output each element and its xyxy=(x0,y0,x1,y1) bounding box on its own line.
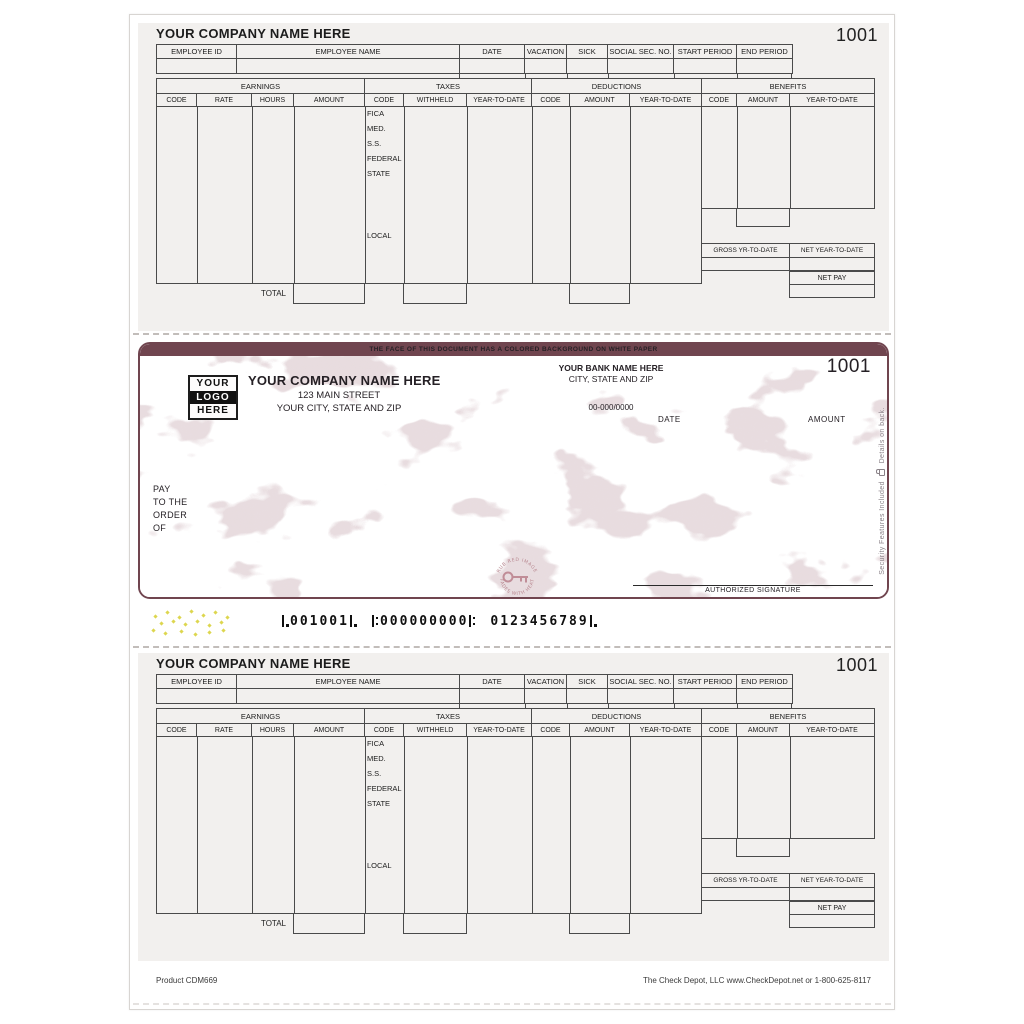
company-street: 123 MAIN STREET xyxy=(297,390,381,401)
perforation-line-top xyxy=(133,333,891,335)
security-side-text xyxy=(879,371,891,611)
benefits-grid xyxy=(701,106,875,209)
details-on-back-label: Details on back. xyxy=(879,407,886,464)
micr-onus-symbol xyxy=(281,615,290,627)
security-features-label: Security Features Included xyxy=(879,481,886,575)
col-header-benefits-code: CODE xyxy=(701,93,737,107)
employee-col-end-period: END PERIOD xyxy=(737,45,792,59)
check-number: 1001 xyxy=(826,356,871,377)
pay-to-the-order-of-label xyxy=(153,483,187,535)
seal-bottom-text: FADES WITH HEAT xyxy=(497,578,537,598)
bottom-pay-stub xyxy=(138,653,889,961)
padlock-icon xyxy=(879,469,885,476)
vendor-contact-label: The Check Depot, LLC www.CheckDepot.net or 1-800-625-8117 xyxy=(643,976,871,985)
security-dots-pattern xyxy=(150,609,238,637)
gross-ytd-header: GROSS YR-TO-DATE xyxy=(701,873,790,888)
stub-check-number: 1001 xyxy=(835,655,878,675)
net-pay-header: NET PAY xyxy=(789,271,875,285)
employee-value-cell xyxy=(157,59,237,73)
gross-ytd-value-cell xyxy=(701,257,790,271)
total-deductions-amount-cell xyxy=(569,913,630,934)
tax-row-med: MED. xyxy=(367,124,386,133)
pay-line: TO THE xyxy=(153,497,188,507)
pay-stub xyxy=(138,653,889,961)
tax-row-federal: FEDERAL xyxy=(367,784,402,793)
date-label: DATE xyxy=(658,415,681,424)
logo-line-1: YOUR xyxy=(196,378,230,389)
amount-label: AMOUNT xyxy=(808,415,846,424)
net-pay-value-cell xyxy=(789,914,875,928)
micr-account-number: 0123456789 xyxy=(490,613,589,629)
tax-row-ss: S.S. xyxy=(367,769,382,778)
net-ytd-value-cell xyxy=(789,257,875,271)
micr-onus-symbol xyxy=(349,615,358,627)
employee-col-sick: SICK xyxy=(567,675,608,689)
stub-company-name: YOUR COMPANY NAME HERE xyxy=(156,26,351,41)
employee-value-cell xyxy=(525,59,567,73)
pay-line: PAY xyxy=(153,484,171,494)
authorized-signature-label: AUTHORIZED SIGNATURE xyxy=(705,587,801,594)
section-header-benefits: BENEFITS xyxy=(701,78,875,94)
col-header-earnings-amount: AMOUNT xyxy=(293,93,365,107)
total-taxes-withheld-cell xyxy=(403,283,467,304)
stub-company-name: YOUR COMPANY NAME HERE xyxy=(156,656,351,671)
col-header-benefits-amount: AMOUNT xyxy=(736,723,790,737)
col-header-taxes-withheld: WITHHELD xyxy=(403,723,467,737)
col-header-earnings-amount: AMOUNT xyxy=(293,723,365,737)
col-header-earnings-code: CODE xyxy=(156,93,197,107)
employee-value-cell xyxy=(460,689,525,703)
col-header-deductions-amount: AMOUNT xyxy=(569,723,630,737)
employee-col-vacation: VACATION xyxy=(525,45,567,59)
tax-row-state: STATE xyxy=(367,169,391,178)
employee-info-table xyxy=(156,674,793,704)
net-ytd-header: NET YEAR-TO-DATE xyxy=(789,873,875,888)
benefits-amount-extension xyxy=(736,838,790,857)
authorized-signature-area xyxy=(633,572,873,594)
heat-sensitive-seal xyxy=(491,551,543,599)
tax-row-fica: FICA xyxy=(367,109,385,118)
micr-line xyxy=(281,612,598,630)
employee-info-table xyxy=(156,44,793,74)
bank-fraction-number: 00-000/0000 xyxy=(588,403,634,412)
employee-col-start-period: START PERIOD xyxy=(674,45,737,59)
col-header-deductions-ytd: YEAR-TO-DATE xyxy=(629,93,702,107)
pay-line: ORDER xyxy=(153,510,188,520)
gross-ytd-value-cell xyxy=(701,887,790,901)
colored-background-banner: THE FACE OF THIS DOCUMENT HAS A COLORED BACKGROUND ON WHITE PAPER xyxy=(140,344,887,356)
check-face xyxy=(138,342,889,599)
employee-col-start-period: START PERIOD xyxy=(674,675,737,689)
employee-col-date: DATE xyxy=(460,45,525,59)
tax-row-fica: FICA xyxy=(367,739,385,748)
employee-col-sick: SICK xyxy=(567,45,608,59)
employee-value-cell xyxy=(608,59,674,73)
total-taxes-withheld-cell xyxy=(403,913,467,934)
tax-row-federal: FEDERAL xyxy=(367,154,402,163)
employee-col-id: EMPLOYEE ID xyxy=(157,45,237,59)
col-header-benefits-amount: AMOUNT xyxy=(736,93,790,107)
employee-col-vacation: VACATION xyxy=(525,675,567,689)
employee-col-end-period: END PERIOD xyxy=(737,675,792,689)
stub-check-number: 1001 xyxy=(835,25,878,45)
micr-check-number: 001001 xyxy=(290,613,349,629)
total-earnings-amount-cell xyxy=(293,283,365,304)
net-ytd-value-cell xyxy=(789,887,875,901)
employee-value-cell xyxy=(737,59,792,73)
micr-transit-symbol xyxy=(371,615,380,627)
micr-routing-number: 000000000 xyxy=(379,613,469,629)
section-header-taxes: TAXES xyxy=(364,78,532,94)
product-code-label: Product CDM669 xyxy=(156,976,218,985)
col-header-earnings-rate: RATE xyxy=(196,93,252,107)
employee-value-cell xyxy=(674,689,737,703)
net-ytd-header: NET YEAR-TO-DATE xyxy=(789,243,875,258)
svg-text:FADES WITH HEAT xyxy=(498,578,536,597)
page-bottom-perforation xyxy=(133,1003,891,1005)
section-header-benefits: BENEFITS xyxy=(701,708,875,724)
employee-value-cell xyxy=(567,59,608,73)
col-header-deductions-code: CODE xyxy=(531,723,570,737)
tax-row-local: LOCAL xyxy=(367,861,392,870)
logo-line-3: HERE xyxy=(197,405,229,417)
employee-value-cell xyxy=(237,59,460,73)
col-header-earnings-code: CODE xyxy=(156,723,197,737)
company-name: YOUR COMPANY NAME HERE xyxy=(248,373,441,388)
total-label: TOTAL xyxy=(260,919,286,928)
employee-col-name: EMPLOYEE NAME xyxy=(237,675,460,689)
section-header-earnings: EARNINGS xyxy=(156,708,365,724)
seal-top-text: RUB RED IMAGE xyxy=(496,557,538,574)
employee-col-ssn: SOCIAL SEC. NO. xyxy=(608,675,674,689)
employee-value-cell xyxy=(567,689,608,703)
bank-name: YOUR BANK NAME HERE xyxy=(558,363,664,373)
perforation-line-bottom xyxy=(133,646,891,648)
gross-ytd-header: GROSS YR-TO-DATE xyxy=(701,243,790,258)
logo-line-2: LOGO xyxy=(190,391,236,405)
tax-row-ss: S.S. xyxy=(367,139,382,148)
stub-main-grid xyxy=(156,106,702,284)
col-header-taxes-withheld: WITHHELD xyxy=(403,93,467,107)
employee-col-ssn: SOCIAL SEC. NO. xyxy=(608,45,674,59)
company-city-line: YOUR CITY, STATE AND ZIP xyxy=(276,403,402,414)
col-header-taxes-ytd: YEAR-TO-DATE xyxy=(466,723,532,737)
col-header-earnings-hours: HOURS xyxy=(251,723,294,737)
section-header-earnings: EARNINGS xyxy=(156,78,365,94)
bank-block xyxy=(540,363,682,412)
stub-main-grid xyxy=(156,736,702,914)
tax-row-local: LOCAL xyxy=(367,231,392,240)
section-header-deductions: DEDUCTIONS xyxy=(531,78,702,94)
micr-transit-symbol xyxy=(468,615,477,627)
benefits-amount-extension xyxy=(736,208,790,227)
employee-value-cell xyxy=(608,689,674,703)
col-header-earnings-rate: RATE xyxy=(196,723,252,737)
employee-value-cell xyxy=(525,689,567,703)
col-header-benefits-ytd: YEAR-TO-DATE xyxy=(789,93,875,107)
check-document-page xyxy=(129,14,895,1010)
col-header-taxes-code: CODE xyxy=(364,93,404,107)
col-header-benefits-ytd: YEAR-TO-DATE xyxy=(789,723,875,737)
employee-col-name: EMPLOYEE NAME xyxy=(237,45,460,59)
micr-onus-symbol xyxy=(589,615,598,627)
total-deductions-amount-cell xyxy=(569,283,630,304)
company-address-block xyxy=(248,373,441,414)
signature-line xyxy=(633,585,873,586)
net-pay-header: NET PAY xyxy=(789,901,875,915)
col-header-deductions-code: CODE xyxy=(531,93,570,107)
employee-value-cell xyxy=(460,59,525,73)
tax-row-med: MED. xyxy=(367,754,386,763)
pay-stub xyxy=(138,23,889,331)
svg-text:RUB RED IMAGE xyxy=(496,557,539,574)
col-header-taxes-code: CODE xyxy=(364,723,404,737)
col-header-benefits-code: CODE xyxy=(701,723,737,737)
col-header-deductions-amount: AMOUNT xyxy=(569,93,630,107)
section-header-taxes: TAXES xyxy=(364,708,532,724)
employee-col-date: DATE xyxy=(460,675,525,689)
col-header-taxes-ytd: YEAR-TO-DATE xyxy=(466,93,532,107)
employee-value-cell xyxy=(237,689,460,703)
net-pay-value-cell xyxy=(789,284,875,298)
key-icon xyxy=(504,573,529,583)
top-pay-stub xyxy=(138,23,889,331)
pay-line: OF xyxy=(153,523,167,533)
employee-value-cell xyxy=(157,689,237,703)
col-header-deductions-ytd: YEAR-TO-DATE xyxy=(629,723,702,737)
col-header-earnings-hours: HOURS xyxy=(251,93,294,107)
employee-col-id: EMPLOYEE ID xyxy=(157,675,237,689)
employee-value-cell xyxy=(737,689,792,703)
benefits-grid xyxy=(701,736,875,839)
bank-city-line: CITY, STATE AND ZIP xyxy=(568,374,654,384)
employee-value-cell xyxy=(674,59,737,73)
total-label: TOTAL xyxy=(260,289,286,298)
total-earnings-amount-cell xyxy=(293,913,365,934)
tax-row-state: STATE xyxy=(367,799,391,808)
section-header-deductions: DEDUCTIONS xyxy=(531,708,702,724)
company-logo-placeholder xyxy=(188,375,238,420)
